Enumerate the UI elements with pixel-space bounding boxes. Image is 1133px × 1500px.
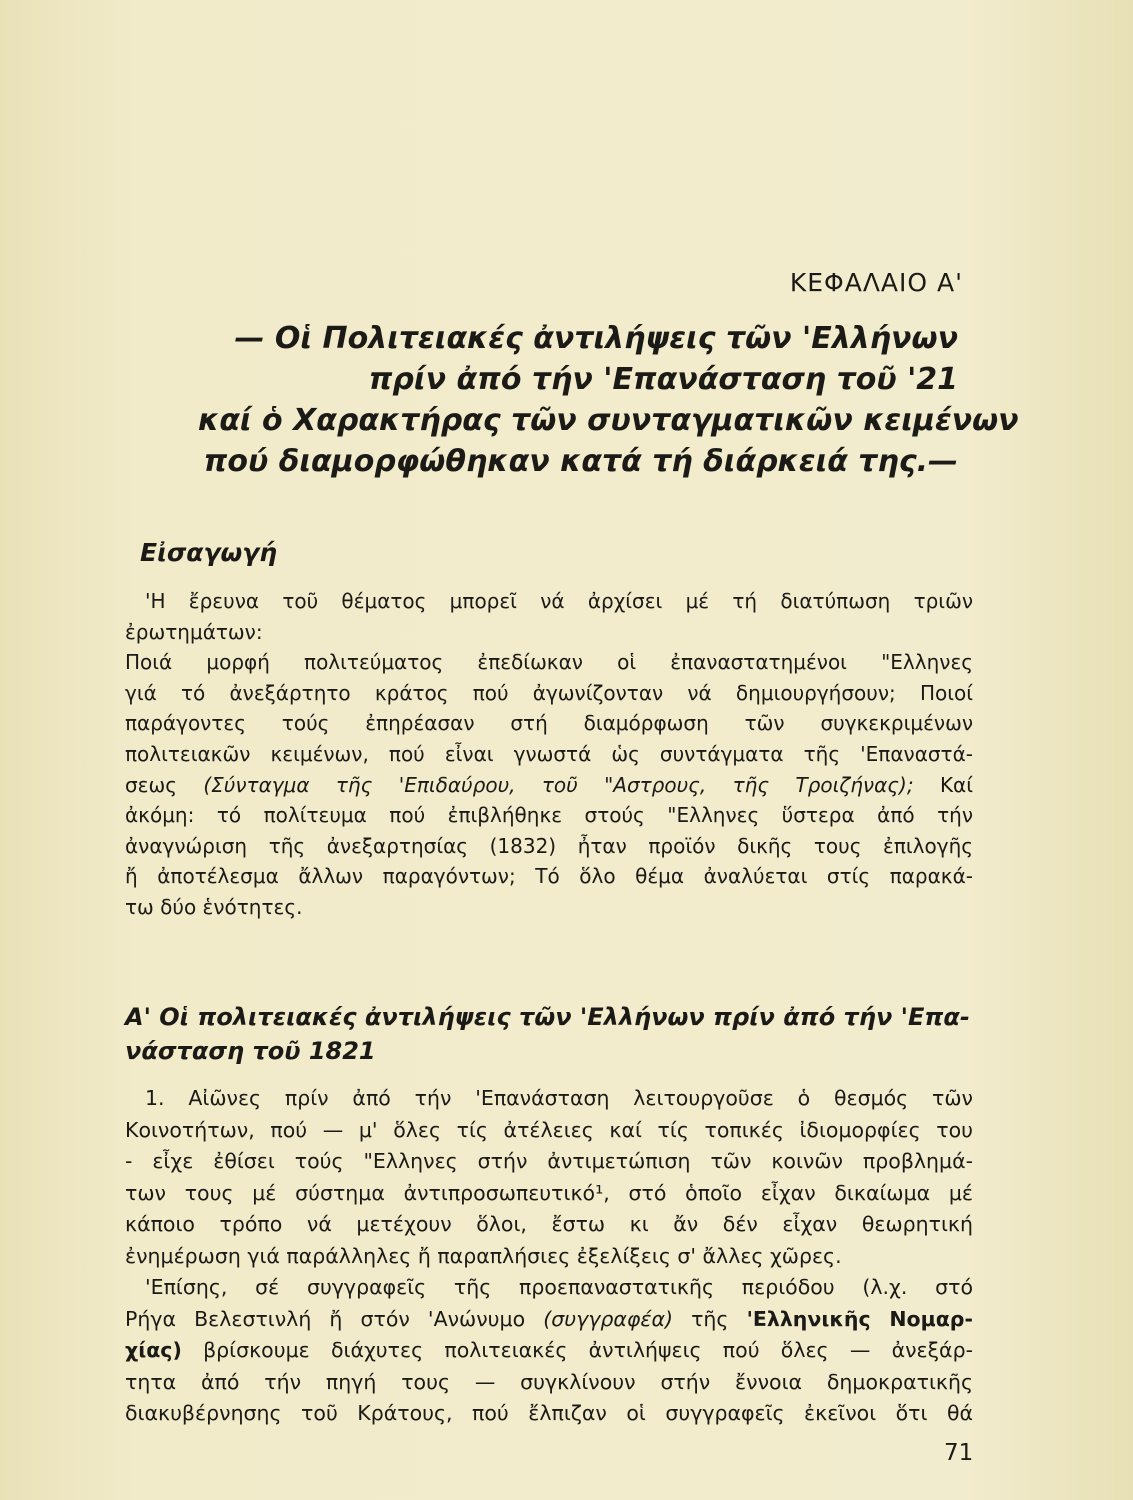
intro-heading: Εἰσαγωγή	[140, 538, 278, 567]
text-line: γιά τό ἀνεξάρτητο κράτος πού ἀγωνίζονταν νά δημιουργήσουν; Ποιοί	[125, 680, 973, 705]
section-heading	[125, 1000, 973, 1068]
text-line: τητα ἀπό τήν πηγή τους — συγκλίνουν στήν ἔννοια δημοκρατικῆς	[125, 1369, 973, 1394]
text-run: Ρήγα Βελεστινλή ἤ στόν 'Ανώνυμο	[125, 1306, 526, 1331]
bold-run: 'Ελληνικῆς Νομαρ-	[746, 1306, 973, 1331]
chapter-title-line: — Οἱ Πολιτειακές ἀντιλήψεις τῶν 'Ελλήνων	[234, 321, 958, 356]
text-line-mixed	[125, 1335, 973, 1367]
text-run: σεως	[125, 772, 177, 797]
text-line: 1. Αἰῶνες πρίν ἀπό τήν 'Επανάσταση λειτουργοῦσε ὁ θεσμός τῶν	[145, 1086, 973, 1110]
text-line: τω δύο ἑνότητες.	[125, 894, 303, 919]
text-run: τῆς	[691, 1306, 729, 1331]
text-line: παράγοντες τούς ἐπηρέασαν στή διαμόρφωση τῶν συγκεκριμένων	[125, 711, 973, 736]
text-line: ἀκόμη: τό πολίτευμα πού ἐπιβλήθηκε στούς "Ελληνες ὕστερα ἀπό τήν	[125, 803, 973, 828]
text-line: κάποιο τρόπο νά μετέχουν ὅλοι, ἔστω κι ἄν δέν εἶχαν θεωρητική	[125, 1212, 973, 1236]
text-line: Ποιά μορφή πολιτεύματος ἐπεδίωκαν οἱ ἐπαναστατημένοι "Ελληνες	[125, 650, 973, 675]
bold-run: χίας)	[125, 1338, 182, 1362]
text-line: διακυβέρνησης τοῦ Κράτους, πού ἔλπιζαν οἱ συγγραφεῖς ἐκεῖνοι ὅτι θά	[125, 1401, 973, 1425]
chapter-title-line: πρίν ἀπό τήν 'Επανάσταση τοῦ '21	[368, 362, 958, 397]
intro-paragraphs	[125, 586, 973, 923]
text-line-mixed	[125, 770, 973, 801]
text-line: Κοινοτήτων, πού — μ' ὅλες τίς ἀτέλειες καί τίς τοπικές ἰδιομορφίες του	[125, 1117, 973, 1142]
chapter-title-line: καί ὁ Χαρακτήρας τῶν συνταγματικῶν κειμένων	[198, 403, 1019, 438]
text-line: - εἶχε ἐθίσει τούς "Ελληνες στήν ἀντιμετώπιση τῶν κοινῶν προβλημά-	[125, 1149, 973, 1173]
section-heading-line: Α' Οἱ πολιτειακές ἀντιλήψεις τῶν 'Ελλήνων πρίν ἀπό τήν 'Επα-	[125, 1003, 970, 1031]
chapter-label: ΚΕΦΑΛΑΙΟ Α'	[789, 268, 963, 297]
text-line: 'Η ἔρευνα τοῦ θέματος μπορεῖ νά ἀρχίσει μέ τή διατύπωση τριῶν	[145, 589, 973, 613]
text-line: ἀναγνώριση τῆς ἀνεξαρτησίας (1832) ἦταν προϊόν δικῆς τους ἐπιλογῆς	[125, 833, 973, 858]
section-heading-line: νάσταση τοῦ 1821	[125, 1037, 376, 1065]
text-line: ἤ ἀποτέλεσμα ἄλλων παραγόντων; Τό ὅλο θέμα ἀναλύεται στίς παρακά-	[125, 864, 973, 889]
italic-run: (Σύνταγμα τῆς 'Επιδαύρου, τοῦ "Αστρους, τῆς Τροιζήνας);	[203, 772, 914, 797]
page-number: 71	[944, 1440, 974, 1466]
text-run: βρίσκουμε διάχυτες πολιτειακές ἀντιλήψεις πού ὅλες — ἀνεξάρ-	[203, 1338, 973, 1362]
chapter-title-line: πού διαμορφώθηκαν κατά τή διάρκειά της.—	[203, 444, 958, 479]
text-line: των τους μέ σύστημα ἀντιπροσωπευτικό¹, στό ὁποῖο εἶχαν δικαίωμα μέ	[125, 1180, 973, 1205]
text-line: πολιτειακῶν κειμένων, πού εἶναι γνωστά ὡς συντάγματα τῆς 'Επαναστά-	[125, 741, 973, 766]
text-line: 'Επίσης, σέ συγγραφεῖς τῆς προεπαναστατικῆς περιόδου (λ.χ. στό	[145, 1275, 973, 1299]
section-paragraphs	[125, 1083, 973, 1430]
text-line-mixed	[125, 1304, 973, 1336]
text-line: ἐρωτημάτων:	[125, 619, 263, 644]
chapter-title	[198, 318, 1019, 482]
text-line: ἐνημέρωση γιά παράλληλες ἤ παραπλήσιες ἐξελίξεις σ' ἄλλες χῶρες.	[125, 1243, 842, 1268]
text-run: Καί	[939, 772, 974, 797]
italic-run: (συγγραφέα)	[543, 1306, 673, 1331]
